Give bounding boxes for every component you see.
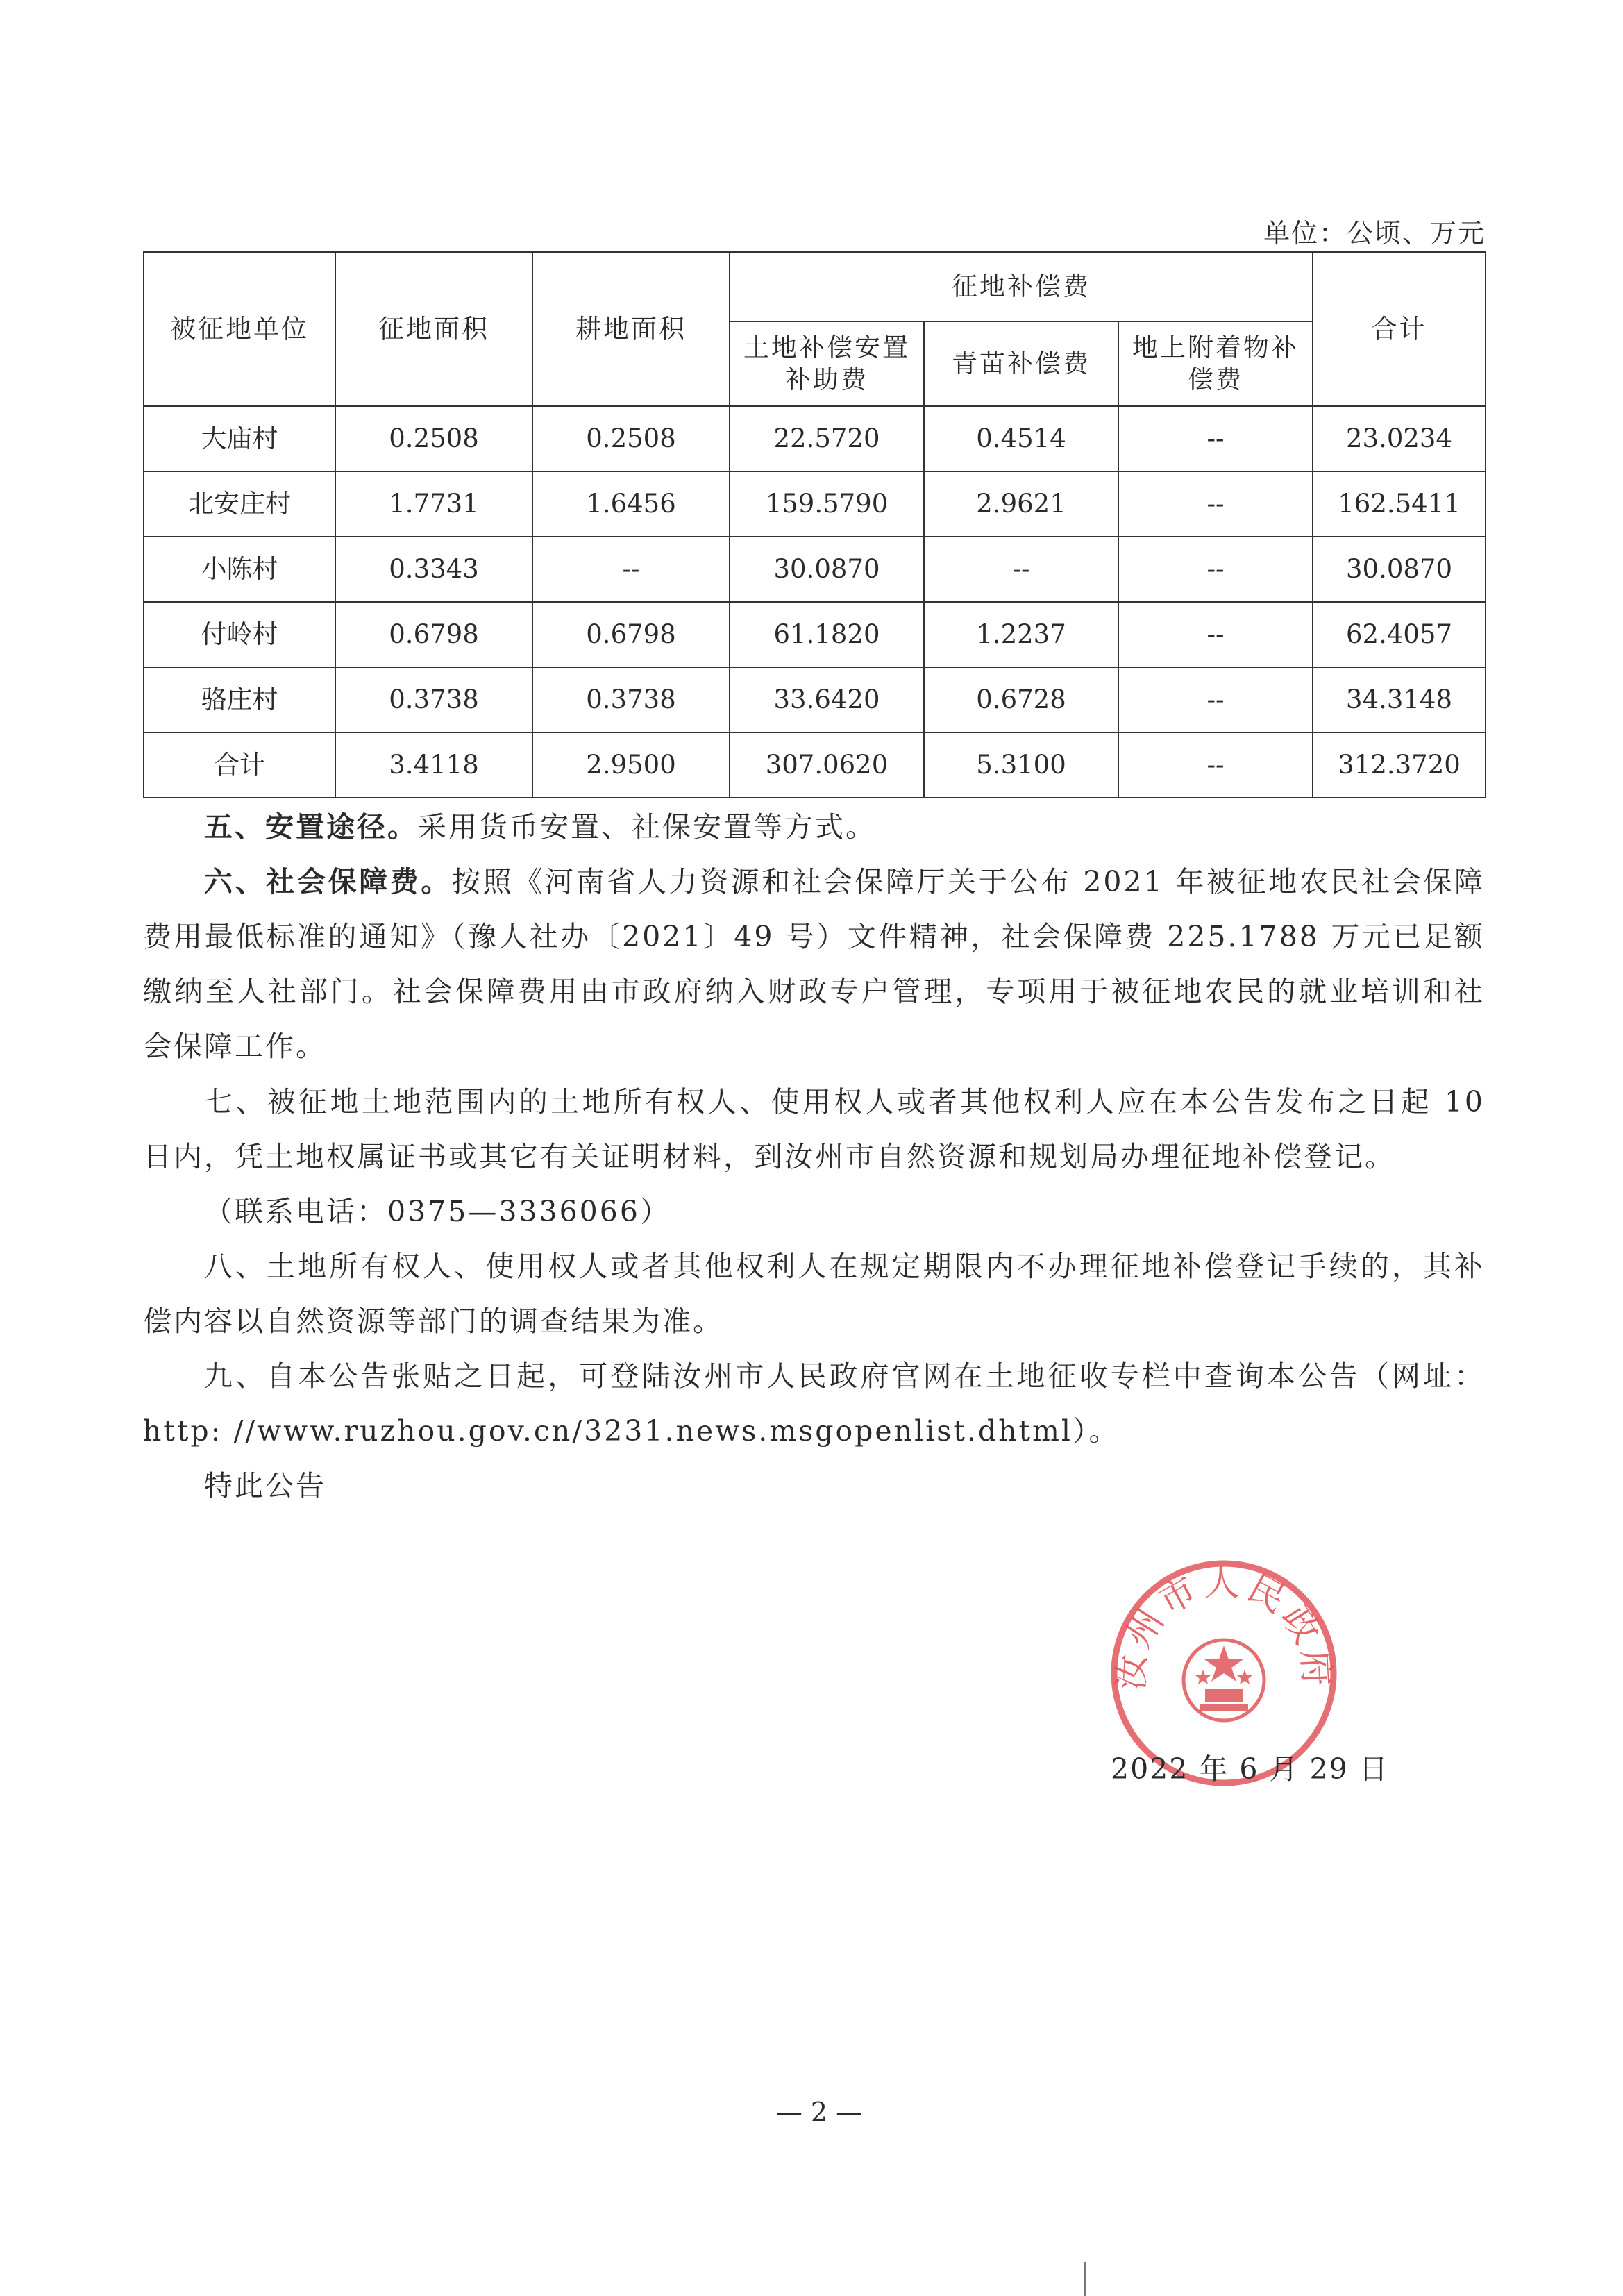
header-unit: 被征地单位 (144, 252, 335, 406)
cell-attach: -- (1118, 602, 1313, 667)
cell-unit: 大庙村 (144, 406, 335, 471)
cell-attach: -- (1118, 537, 1313, 602)
cell-area: 0.2508 (335, 406, 532, 471)
section-6-lead: 六、社会保障费。 (204, 865, 453, 898)
cell-total: 162.5411 (1313, 471, 1486, 537)
cell-total: 30.0870 (1313, 537, 1486, 602)
cell-unit: 骆庄村 (144, 667, 335, 732)
section-5-text: 采用货币安置、社保安置等方式。 (418, 810, 876, 844)
cell-area: 0.3738 (335, 667, 532, 732)
cell-crop: -- (924, 537, 1118, 602)
section-9-text: 九、自本公告张贴之日起，可登陆汝州市人民政府官网在土地征收专栏中查询本公告（网址： (204, 1359, 1485, 1393)
table-total-row (144, 732, 1486, 798)
cell-attach: -- (1118, 732, 1313, 798)
cell-total: 34.3148 (1313, 667, 1486, 732)
cell-land: 307.0620 (730, 732, 924, 798)
cell-area: 3.4118 (335, 732, 532, 798)
cell-unit: 北安庄村 (144, 471, 335, 537)
cell-area: 0.3343 (335, 537, 532, 602)
cell-unit: 小陈村 (144, 537, 335, 602)
section-9 (143, 1349, 1485, 1459)
header-land-comp: 土地补偿安置补助费 (730, 321, 924, 406)
compensation-table (143, 251, 1486, 798)
cell-attach: -- (1118, 471, 1313, 537)
header-compensation-group: 征地补偿费 (730, 252, 1313, 321)
cell-land: 22.5720 (730, 406, 924, 471)
section-9-url: http: //www.ruzhou.gov.cn/3231.news.msgopenlist.dhtml）。 (143, 1414, 1120, 1448)
header-attach-comp: 地上附着物补偿费 (1118, 321, 1313, 406)
section-7: 七、被征地土地范围内的土地所有权人、使用权人或者其他权利人应在本公告发布之日起 10 日内，凭土地权属证书或其它有关证明材料，到汝州市自然资源和规划局办理征地补偿登记。 (143, 1085, 1485, 1173)
cell-farmland: 0.6798 (532, 602, 730, 667)
cell-total: 312.3720 (1313, 732, 1486, 798)
section-5 (143, 800, 1485, 855)
table-row (144, 667, 1486, 732)
closing-text: 特此公告 (204, 1469, 326, 1502)
section-8: 八、土地所有权人、使用权人或者其他权利人在规定期限内不办理征地补偿登记手续的，其补偿内容以自然资源等部门的调查结果为准。 (143, 1250, 1485, 1338)
table-row (144, 406, 1486, 471)
cell-land: 61.1820 (730, 602, 924, 667)
cell-farmland: 0.2508 (532, 406, 730, 471)
cell-farmland: 0.3738 (532, 667, 730, 732)
seal-text: 汝州市人民政府 (1110, 1563, 1338, 1692)
page-number: — 2 — (775, 2097, 863, 2127)
cell-crop: 2.9621 (924, 471, 1118, 537)
header-farmland: 耕地面积 (532, 252, 730, 406)
cell-crop: 0.4514 (924, 406, 1118, 471)
contact-line: （联系电话：0375—3336066） (204, 1195, 671, 1228)
cell-crop: 1.2237 (924, 602, 1118, 667)
cell-area: 0.6798 (335, 602, 532, 667)
cell-land: 30.0870 (730, 537, 924, 602)
binding-margin-line (1084, 2262, 1086, 2296)
cell-attach: -- (1118, 406, 1313, 471)
header-area: 征地面积 (335, 252, 532, 406)
cell-crop: 0.6728 (924, 667, 1118, 732)
cell-land: 33.6420 (730, 667, 924, 732)
cell-farmland: 1.6456 (532, 471, 730, 537)
table-row (144, 537, 1486, 602)
cell-total: 62.4057 (1313, 602, 1486, 667)
table-row (144, 602, 1486, 667)
cell-land: 159.5790 (730, 471, 924, 537)
national-emblem-icon (1184, 1640, 1264, 1720)
header-crop-comp: 青苗补偿费 (924, 321, 1118, 406)
cell-crop: 5.3100 (924, 732, 1118, 798)
cell-total: 23.0234 (1313, 406, 1486, 471)
cell-farmland: -- (532, 537, 730, 602)
cell-area: 1.7731 (335, 471, 532, 537)
cell-attach: -- (1118, 667, 1313, 732)
table-row (144, 471, 1486, 537)
issue-date: 2022 年 6 月 29 日 (1111, 1752, 1389, 1786)
section-6-text: 按照《河南省人力资源和社会保障厅关于公布 2021 年被征地农民社会保障费用最低标准的通知》（豫人社办〔2021〕49 号）文件精神，社会保障费 225.1788 万元已足额缴纳至人社部门。社会保障费用由市政府纳入财政专户管理，专项用于被征地农民的就业培训和社会保障工作。 (143, 865, 1485, 1063)
section-5-lead: 五、安置途径。 (204, 810, 418, 844)
section-6 (143, 855, 1485, 1074)
cell-unit: 合计 (144, 732, 335, 798)
cell-farmland: 2.9500 (532, 732, 730, 798)
unit-label: 单位：公顷、万元 (1263, 218, 1486, 249)
cell-unit: 付岭村 (144, 602, 335, 667)
header-total: 合计 (1313, 252, 1486, 406)
